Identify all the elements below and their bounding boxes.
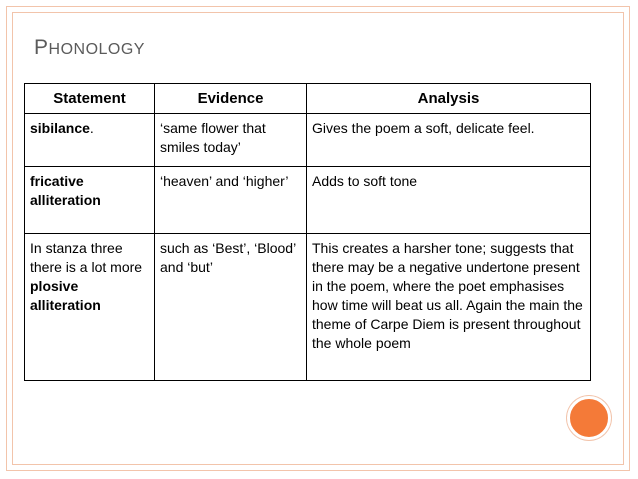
slide-title <box>34 36 145 60</box>
header-evidence: Evidence <box>155 84 307 114</box>
title-rest: HONOLOGY <box>48 41 145 58</box>
statement-plain: . <box>89 120 94 136</box>
phonology-table <box>24 83 591 381</box>
analysis-cell: Gives the poem a soft, delicate feel. <box>307 114 591 167</box>
analysis-cell: This creates a harsher tone; suggests that there may be a negative undertone present in the poem, where the poet emphasises how time will beat us all. Again the main the theme of Carpe Diem is present throughout the whole poem <box>307 234 591 381</box>
header-analysis: Analysis <box>307 84 591 114</box>
statement-bold: sibilance <box>30 120 90 136</box>
statement-cell <box>25 167 155 234</box>
table-row <box>25 114 591 167</box>
table-row <box>25 167 591 234</box>
statement-plain: In stanza three there is a lot more <box>30 240 143 275</box>
header-row <box>25 84 591 114</box>
evidence-cell: ‘same flower that smiles today’ <box>155 114 307 167</box>
header-statement: Statement <box>25 84 155 114</box>
statement-bold: fricative alliteration <box>30 173 101 208</box>
evidence-cell: such as ‘Best’, ‘Blood’ and ‘but’ <box>155 234 307 381</box>
title-first-letter: P <box>34 36 49 59</box>
analysis-cell: Adds to soft tone <box>307 167 591 234</box>
statement-cell <box>25 234 155 381</box>
statement-cell <box>25 114 155 167</box>
evidence-cell: ‘heaven’ and ‘higher’ <box>155 167 307 234</box>
decorative-circle <box>567 396 611 440</box>
table-row <box>25 234 591 381</box>
statement-bold: plosive alliteration <box>30 278 101 313</box>
